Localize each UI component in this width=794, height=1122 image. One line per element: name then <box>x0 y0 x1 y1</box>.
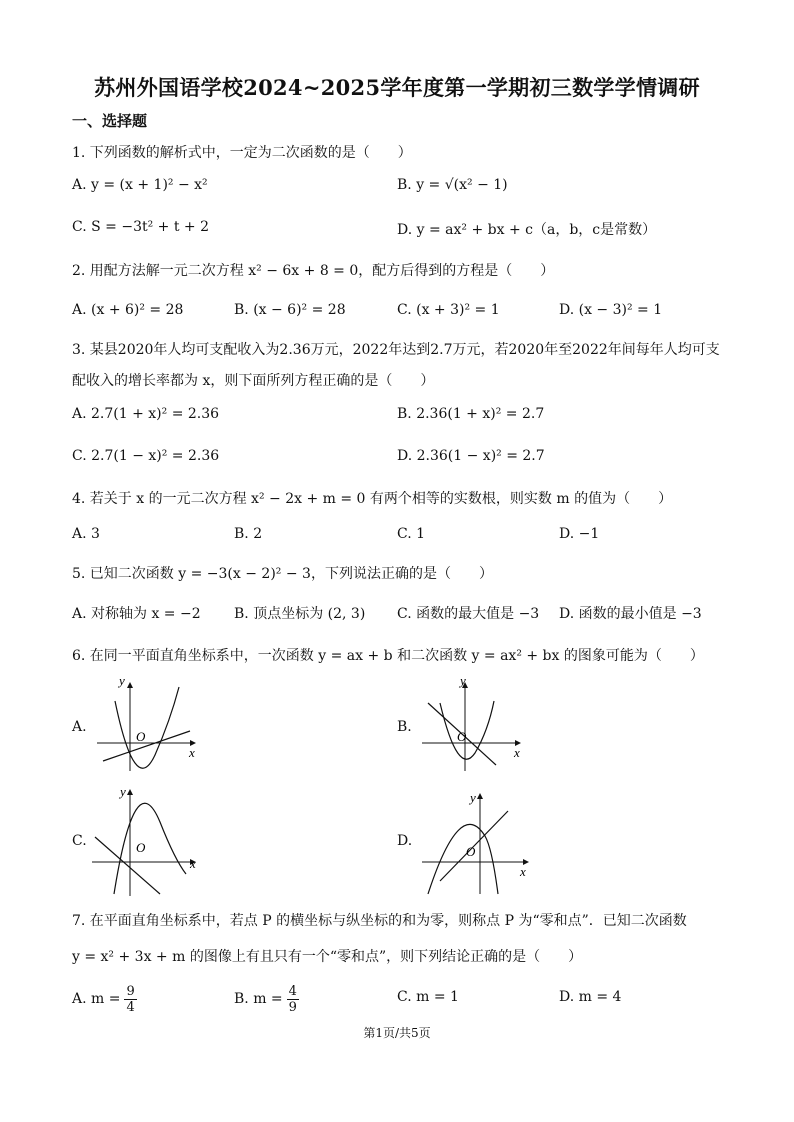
question-7-option-a-label: A. m = <box>72 991 121 1007</box>
question-4-option-a[interactable]: A. 3 <box>72 526 100 542</box>
graph-a-y-label: y <box>119 673 125 688</box>
question-7-option-a[interactable] <box>72 980 137 1018</box>
graph-b-y-label: y <box>460 673 466 688</box>
question-1-stem: 1. 下列函数的解析式中，一定为二次函数的是（ ） <box>72 145 412 161</box>
question-2-option-a[interactable]: A. (x + 6)² = 28 <box>72 302 184 318</box>
graph-c-origin-label: O <box>136 840 146 855</box>
graph-c <box>90 782 205 900</box>
question-3-option-d[interactable]: D. 2.36(1 − x)² = 2.7 <box>397 448 545 464</box>
question-4-option-d[interactable]: D. −1 <box>559 526 600 542</box>
question-7-stem-line2: y = x² + 3x + m 的图像上有且只有一个“零和点”，则下列结论正确的是（ ） <box>72 949 583 965</box>
question-4-option-b[interactable]: B. 2 <box>234 526 263 542</box>
question-6-stem: 6. 在同一平面直角坐标系中，一次函数 y = ax + b 和二次函数 y = ax² + bx 的图象可能为（ ） <box>72 648 704 664</box>
question-5-option-b[interactable]: B. 顶点坐标为 (2, 3) <box>234 606 366 622</box>
question-7-option-b[interactable] <box>234 980 299 1018</box>
question-7-option-d[interactable]: D. m = 4 <box>559 989 622 1005</box>
question-2-stem: 2. 用配方法解一元二次方程 x² − 6x + 8 = 0，配方后得到的方程是（ ） <box>72 263 555 279</box>
graph-d-x-label: x <box>520 864 526 879</box>
question-5-option-d[interactable]: D. 函数的最小值是 −3 <box>559 606 702 622</box>
question-6-option-a[interactable]: A. <box>72 719 87 735</box>
question-7-option-c[interactable]: C. m = 1 <box>397 989 459 1005</box>
question-1-option-a[interactable]: A. y = (x + 1)² − x² <box>72 177 208 193</box>
fraction-a-numerator: 9 <box>126 983 135 999</box>
fraction-b-numerator: 4 <box>288 983 297 999</box>
section-heading: 一、选择题 <box>72 112 148 130</box>
question-3-stem-line1: 3. 某县2020年人均可支配收入为2.36万元，2022年达到2.7万元，若2020年至2022年间每年人均可支 <box>72 342 720 358</box>
graph-b <box>420 673 530 773</box>
fraction-b <box>287 984 299 1015</box>
question-6-option-b[interactable]: B. <box>397 719 412 735</box>
question-5-stem: 5. 已知二次函数 y = −3(x − 2)² − 3，下列说法正确的是（ ） <box>72 566 493 582</box>
question-5-option-a[interactable]: A. 对称轴为 x = −2 <box>72 606 201 622</box>
question-6-option-c[interactable]: C. <box>72 833 87 849</box>
fraction-b-denominator: 9 <box>288 999 297 1015</box>
graph-a-x-label: x <box>189 745 195 760</box>
graph-c-y-label: y <box>120 784 126 799</box>
question-4-stem: 4. 若关于 x 的一元二次方程 x² − 2x + m = 0 有两个相等的实数根，则实数 m 的值为（ ） <box>72 491 673 507</box>
fraction-a <box>124 984 136 1015</box>
question-1-option-c[interactable]: C. S = −3t² + t + 2 <box>72 219 210 235</box>
question-1-option-b[interactable]: B. y = √(x² − 1) <box>397 177 508 193</box>
graph-a <box>95 673 205 773</box>
question-7-stem-line1: 7. 在平面直角坐标系中，若点 P 的横坐标与纵坐标的和为零，则称点 P 为“零和点”．已知二次函数 <box>72 913 687 929</box>
question-6-option-d[interactable]: D. <box>397 833 413 849</box>
graph-b-x-label: x <box>514 745 520 760</box>
question-4-option-c[interactable]: C. 1 <box>397 526 426 542</box>
question-2-option-b[interactable]: B. (x − 6)² = 28 <box>234 302 346 318</box>
question-3-option-a[interactable]: A. 2.7(1 + x)² = 2.36 <box>72 406 220 422</box>
fraction-a-denominator: 4 <box>126 999 135 1015</box>
page-title: 苏州外国语学校2024~2025学年度第一学期初三数学学情调研 <box>94 75 700 100</box>
graph-b-origin-label: O <box>457 729 467 744</box>
question-3-option-b[interactable]: B. 2.36(1 + x)² = 2.7 <box>397 406 545 422</box>
graph-d-y-label: y <box>470 790 476 805</box>
graph-d <box>420 786 535 898</box>
page-footer: 第1页/共5页 <box>363 1026 431 1040</box>
question-7-option-b-label: B. m = <box>234 991 283 1007</box>
question-2-option-c[interactable]: C. (x + 3)² = 1 <box>397 302 500 318</box>
graph-c-x-label: x <box>190 856 196 871</box>
question-2-option-d[interactable]: D. (x − 3)² = 1 <box>559 302 663 318</box>
graph-a-origin-label: O <box>136 729 146 744</box>
question-3-stem-line2: 配收入的增长率都为 x，则下面所列方程正确的是（ ） <box>72 373 435 389</box>
question-3-option-c[interactable]: C. 2.7(1 − x)² = 2.36 <box>72 448 220 464</box>
question-1-option-d[interactable]: D. y = ax² + bx + c（a，b，c是常数） <box>397 222 657 238</box>
question-5-option-c[interactable]: C. 函数的最大值是 −3 <box>397 606 540 622</box>
graph-d-origin-label: O <box>466 844 476 859</box>
